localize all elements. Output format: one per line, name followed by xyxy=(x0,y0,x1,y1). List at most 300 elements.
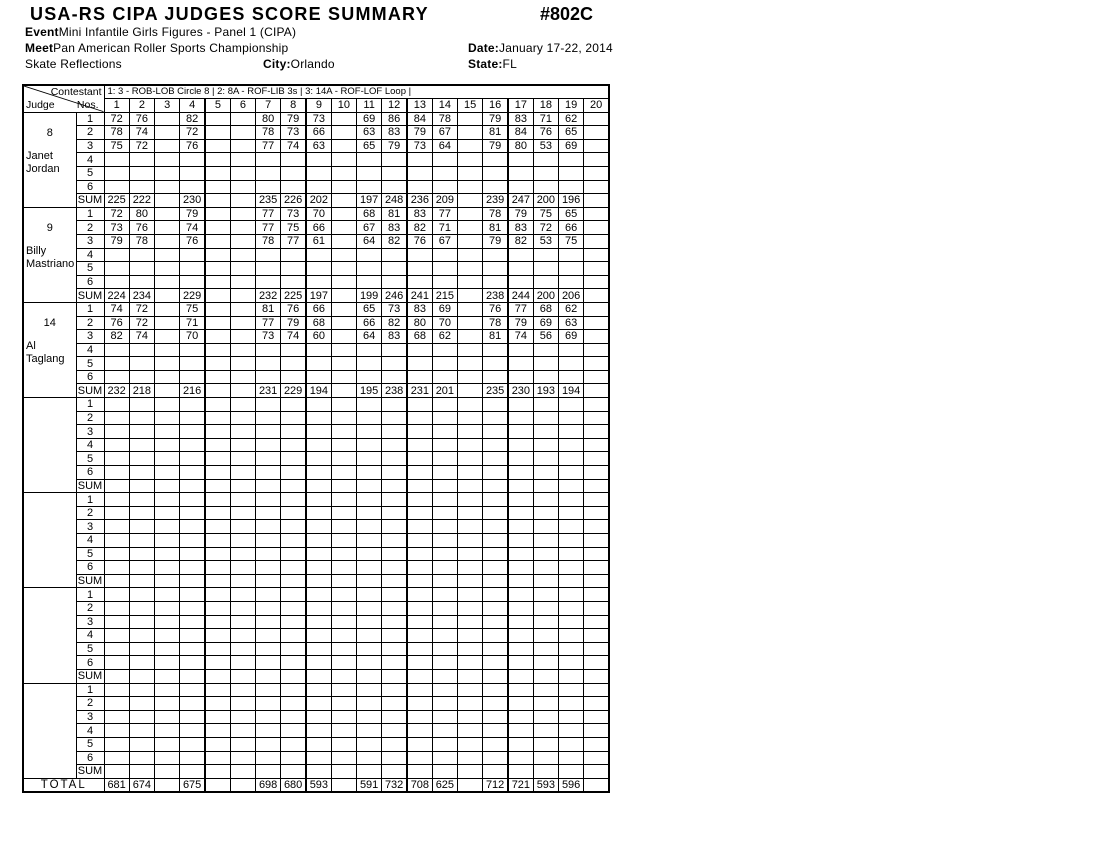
score-cell xyxy=(331,520,356,534)
score-cell xyxy=(584,126,609,140)
sum-cell xyxy=(104,479,129,493)
score-cell xyxy=(533,751,558,765)
row-label: 6 xyxy=(76,180,104,194)
contestant-col-12: 12 xyxy=(382,99,407,113)
score-cell xyxy=(458,588,483,602)
score-cell xyxy=(281,248,306,262)
score-cell xyxy=(256,493,281,507)
score-cell xyxy=(155,751,180,765)
total-cell: 675 xyxy=(180,778,205,792)
score-cell xyxy=(584,466,609,480)
score-cell xyxy=(559,493,584,507)
score-cell: 83 xyxy=(382,126,407,140)
score-cell xyxy=(407,357,432,371)
score-cell xyxy=(559,534,584,548)
score-cell xyxy=(407,466,432,480)
score-cell: 76 xyxy=(104,316,129,330)
corner-cell xyxy=(23,85,104,112)
score-row-judge-7 xyxy=(23,737,609,751)
score-cell xyxy=(508,710,533,724)
row-label: 2 xyxy=(76,221,104,235)
sum-cell xyxy=(407,765,432,779)
score-cell xyxy=(559,561,584,575)
row-label: 1 xyxy=(76,207,104,221)
sum-cell xyxy=(483,479,508,493)
score-cell xyxy=(407,425,432,439)
score-cell xyxy=(407,275,432,289)
sum-cell xyxy=(205,574,230,588)
score-cell xyxy=(432,520,457,534)
score-cell xyxy=(382,248,407,262)
score-cell xyxy=(533,629,558,643)
score-cell xyxy=(230,112,255,126)
score-cell xyxy=(281,615,306,629)
score-cell xyxy=(281,153,306,167)
score-cell xyxy=(180,601,205,615)
score-cell xyxy=(508,398,533,412)
score-cell xyxy=(407,547,432,561)
contestant-col-4: 4 xyxy=(180,99,205,113)
score-cell xyxy=(331,615,356,629)
score-cell xyxy=(205,534,230,548)
score-cell xyxy=(155,330,180,344)
score-cell xyxy=(104,683,129,697)
score-cell xyxy=(533,398,558,412)
score-cell xyxy=(306,411,331,425)
score-cell xyxy=(155,506,180,520)
events-header-row xyxy=(23,85,609,99)
sum-cell xyxy=(382,479,407,493)
contestant-col-8: 8 xyxy=(281,99,306,113)
score-cell xyxy=(432,153,457,167)
score-cell xyxy=(458,697,483,711)
score-cell xyxy=(357,357,382,371)
sum-cell xyxy=(331,479,356,493)
sum-row-judge-6 xyxy=(23,669,609,683)
score-cell xyxy=(155,316,180,330)
total-cell: 625 xyxy=(432,778,457,792)
score-cell: 78 xyxy=(104,126,129,140)
score-cell xyxy=(382,466,407,480)
row-label: 6 xyxy=(76,466,104,480)
score-row-judge-2 xyxy=(23,248,609,262)
score-cell xyxy=(256,343,281,357)
score-cell xyxy=(407,751,432,765)
score-cell xyxy=(407,534,432,548)
sum-cell: 194 xyxy=(559,384,584,398)
score-cell xyxy=(129,588,154,602)
score-cell xyxy=(129,411,154,425)
score-cell xyxy=(331,547,356,561)
score-cell xyxy=(256,166,281,180)
score-cell xyxy=(155,615,180,629)
score-cell xyxy=(180,370,205,384)
row-label: 1 xyxy=(76,302,104,316)
score-cell xyxy=(533,493,558,507)
score-cell xyxy=(508,411,533,425)
score-cell xyxy=(483,466,508,480)
score-cell xyxy=(508,166,533,180)
score-cell xyxy=(559,398,584,412)
score-cell: 56 xyxy=(533,330,558,344)
judge-number: 8 xyxy=(46,126,53,139)
score-cell xyxy=(129,751,154,765)
sum-cell xyxy=(508,479,533,493)
row-label: 6 xyxy=(76,275,104,289)
score-cell xyxy=(155,683,180,697)
score-cell xyxy=(306,153,331,167)
total-label: TOTAL xyxy=(23,778,104,792)
score-cell xyxy=(382,642,407,656)
score-cell xyxy=(382,534,407,548)
judge-number: 9 xyxy=(46,221,53,234)
score-cell xyxy=(129,357,154,371)
judge-number: 14 xyxy=(43,316,56,329)
sum-cell xyxy=(205,479,230,493)
score-cell xyxy=(508,520,533,534)
score-cell xyxy=(382,629,407,643)
score-cell xyxy=(559,466,584,480)
sum-cell xyxy=(483,669,508,683)
score-cell: 71 xyxy=(180,316,205,330)
sum-cell: 222 xyxy=(129,194,154,208)
score-cell xyxy=(382,588,407,602)
sum-cell xyxy=(382,765,407,779)
sum-cell: 230 xyxy=(180,194,205,208)
score-cell xyxy=(407,493,432,507)
score-cell xyxy=(205,166,230,180)
sum-cell: 226 xyxy=(281,194,306,208)
score-cell xyxy=(306,629,331,643)
sum-cell xyxy=(180,479,205,493)
score-cell xyxy=(281,166,306,180)
score-cell: 79 xyxy=(180,207,205,221)
score-cell xyxy=(256,466,281,480)
score-cell xyxy=(104,343,129,357)
score-cell xyxy=(180,710,205,724)
score-cell xyxy=(155,534,180,548)
doc-number: #802C xyxy=(540,4,594,24)
score-cell xyxy=(104,452,129,466)
row-label: 2 xyxy=(76,411,104,425)
total-cell: 732 xyxy=(382,778,407,792)
contestant-col-10: 10 xyxy=(331,99,356,113)
sum-cell xyxy=(306,479,331,493)
score-cell xyxy=(205,452,230,466)
score-cell xyxy=(458,438,483,452)
score-cell: 62 xyxy=(559,302,584,316)
sum-cell xyxy=(458,669,483,683)
score-cell xyxy=(458,751,483,765)
score-cell xyxy=(331,330,356,344)
sum-cell: 200 xyxy=(533,194,558,208)
score-cell: 73 xyxy=(407,139,432,153)
sum-cell: 229 xyxy=(180,289,205,303)
score-cell: 72 xyxy=(129,316,154,330)
contestant-col-19: 19 xyxy=(559,99,584,113)
score-cell xyxy=(357,601,382,615)
score-cell xyxy=(357,166,382,180)
score-cell xyxy=(205,588,230,602)
score-cell xyxy=(432,697,457,711)
score-cell xyxy=(205,710,230,724)
score-cell xyxy=(432,343,457,357)
score-cell xyxy=(357,398,382,412)
score-cell xyxy=(104,493,129,507)
judge-name-line: Al xyxy=(26,339,36,352)
score-cell xyxy=(230,710,255,724)
score-cell xyxy=(483,710,508,724)
sum-cell xyxy=(205,765,230,779)
score-cell xyxy=(584,112,609,126)
score-cell xyxy=(382,683,407,697)
score-cell xyxy=(256,683,281,697)
score-cell xyxy=(331,642,356,656)
score-cell xyxy=(180,153,205,167)
score-cell xyxy=(559,370,584,384)
row-label: SUM xyxy=(77,670,103,683)
sum-cell xyxy=(230,574,255,588)
sum-cell xyxy=(155,384,180,398)
score-cell xyxy=(432,642,457,656)
score-cell xyxy=(357,466,382,480)
sum-cell: 199 xyxy=(357,289,382,303)
sum-cell xyxy=(256,765,281,779)
state-label: State: xyxy=(468,57,503,71)
score-cell: 83 xyxy=(382,221,407,235)
score-cell xyxy=(180,615,205,629)
score-cell xyxy=(559,343,584,357)
event-label: Event xyxy=(25,25,59,39)
score-cell xyxy=(155,221,180,235)
score-cell xyxy=(432,615,457,629)
score-cell xyxy=(155,601,180,615)
sum-cell xyxy=(407,574,432,588)
score-cell xyxy=(129,262,154,276)
sum-cell xyxy=(458,574,483,588)
score-cell xyxy=(407,452,432,466)
score-cell: 62 xyxy=(559,112,584,126)
score-cell xyxy=(559,357,584,371)
score-cell: 73 xyxy=(256,330,281,344)
date-value: January 17-22, 2014 xyxy=(499,41,613,55)
row-label: 4 xyxy=(76,248,104,262)
score-cell xyxy=(432,425,457,439)
score-cell xyxy=(533,180,558,194)
row-label: 4 xyxy=(76,438,104,452)
contestant-col-17: 17 xyxy=(508,99,533,113)
score-cell xyxy=(458,370,483,384)
score-cell xyxy=(306,601,331,615)
score-cell: 66 xyxy=(357,316,382,330)
score-cell: 83 xyxy=(407,207,432,221)
score-cell xyxy=(508,547,533,561)
score-cell xyxy=(180,262,205,276)
score-cell: 75 xyxy=(533,207,558,221)
score-cell xyxy=(230,425,255,439)
sum-cell xyxy=(559,669,584,683)
score-cell: 76 xyxy=(180,139,205,153)
score-cell xyxy=(230,697,255,711)
score-cell xyxy=(584,506,609,520)
score-cell xyxy=(331,710,356,724)
score-cell xyxy=(281,697,306,711)
score-cell: 72 xyxy=(129,139,154,153)
score-cell: 73 xyxy=(281,126,306,140)
score-cell xyxy=(458,642,483,656)
sum-cell xyxy=(281,479,306,493)
score-cell: 68 xyxy=(533,302,558,316)
city-line xyxy=(263,57,335,71)
contestant-col-2: 2 xyxy=(129,99,154,113)
score-cell xyxy=(306,425,331,439)
judge-name-line: Jordan xyxy=(26,162,60,175)
score-cell xyxy=(483,370,508,384)
score-cell xyxy=(256,547,281,561)
score-cell xyxy=(230,656,255,670)
score-cell xyxy=(104,534,129,548)
judge-name-line: Mastriano xyxy=(26,257,75,270)
score-cell xyxy=(155,153,180,167)
score-cell: 77 xyxy=(432,207,457,221)
score-cell xyxy=(331,112,356,126)
score-cell: 66 xyxy=(306,302,331,316)
score-cell xyxy=(256,370,281,384)
sum-cell xyxy=(584,479,609,493)
score-cell: 79 xyxy=(281,316,306,330)
sum-cell xyxy=(357,479,382,493)
score-cell xyxy=(281,370,306,384)
sum-cell: 234 xyxy=(129,289,154,303)
score-cell xyxy=(584,438,609,452)
score-cell xyxy=(180,656,205,670)
contestant-col-11: 11 xyxy=(357,99,382,113)
score-cell xyxy=(230,370,255,384)
score-cell: 70 xyxy=(180,330,205,344)
score-cell xyxy=(483,697,508,711)
row-label: SUM xyxy=(77,289,103,302)
score-row-judge-2 xyxy=(23,234,609,248)
score-cell: 84 xyxy=(508,126,533,140)
sum-cell: 238 xyxy=(382,384,407,398)
score-cell xyxy=(357,506,382,520)
total-cell: 674 xyxy=(129,778,154,792)
score-cell xyxy=(155,452,180,466)
score-row-judge-3 xyxy=(23,330,609,344)
score-cell xyxy=(256,534,281,548)
sum-cell xyxy=(407,479,432,493)
score-cell xyxy=(407,370,432,384)
score-cell xyxy=(483,438,508,452)
score-cell xyxy=(230,316,255,330)
score-cell xyxy=(559,452,584,466)
sum-cell: 215 xyxy=(432,289,457,303)
score-cell xyxy=(281,601,306,615)
score-cell xyxy=(155,370,180,384)
score-cell xyxy=(407,710,432,724)
corner-nos-label: Nos. xyxy=(76,99,99,111)
score-cell xyxy=(129,438,154,452)
score-cell xyxy=(559,683,584,697)
score-cell: 79 xyxy=(483,112,508,126)
score-cell xyxy=(155,697,180,711)
score-cell xyxy=(180,561,205,575)
score-cell: 73 xyxy=(281,207,306,221)
score-cell xyxy=(180,737,205,751)
score-cell: 73 xyxy=(104,221,129,235)
score-cell xyxy=(129,493,154,507)
score-row-judge-5 xyxy=(23,547,609,561)
score-cell xyxy=(407,153,432,167)
score-cell xyxy=(382,425,407,439)
score-cell xyxy=(205,221,230,235)
score-cell xyxy=(357,425,382,439)
score-cell xyxy=(331,262,356,276)
score-cell xyxy=(256,710,281,724)
sum-cell: 201 xyxy=(432,384,457,398)
score-cell: 76 xyxy=(281,302,306,316)
score-cell xyxy=(281,452,306,466)
score-cell: 66 xyxy=(559,221,584,235)
row-label: 4 xyxy=(76,629,104,643)
score-cell: 77 xyxy=(281,234,306,248)
score-cell xyxy=(306,737,331,751)
score-cell xyxy=(331,302,356,316)
score-cell xyxy=(104,615,129,629)
sum-cell xyxy=(205,669,230,683)
sum-cell xyxy=(584,289,609,303)
row-label: 4 xyxy=(76,343,104,357)
score-cell xyxy=(155,112,180,126)
score-cell xyxy=(483,683,508,697)
score-cell xyxy=(584,221,609,235)
score-cell: 79 xyxy=(104,234,129,248)
score-cell xyxy=(129,710,154,724)
sum-cell xyxy=(331,289,356,303)
score-cell xyxy=(205,248,230,262)
sum-cell xyxy=(104,574,129,588)
score-cell xyxy=(281,588,306,602)
score-cell xyxy=(205,601,230,615)
score-cell xyxy=(306,697,331,711)
score-cell xyxy=(205,520,230,534)
score-cell xyxy=(584,561,609,575)
row-label: SUM xyxy=(77,765,103,778)
score-cell xyxy=(432,262,457,276)
score-cell xyxy=(129,180,154,194)
row-label: 3 xyxy=(76,710,104,724)
score-cell xyxy=(483,262,508,276)
score-cell xyxy=(129,642,154,656)
score-cell xyxy=(306,656,331,670)
score-cell xyxy=(256,642,281,656)
score-cell xyxy=(230,207,255,221)
score-cell xyxy=(458,656,483,670)
score-cell xyxy=(331,751,356,765)
score-row-judge-2 xyxy=(23,275,609,289)
score-cell xyxy=(407,343,432,357)
score-cell xyxy=(407,737,432,751)
score-cell xyxy=(129,683,154,697)
score-cell: 69 xyxy=(533,316,558,330)
score-cell: 78 xyxy=(256,234,281,248)
score-cell xyxy=(306,438,331,452)
score-cell xyxy=(256,438,281,452)
score-cell xyxy=(331,153,356,167)
score-cell xyxy=(230,466,255,480)
contestant-col-1: 1 xyxy=(104,99,129,113)
score-cell xyxy=(306,534,331,548)
